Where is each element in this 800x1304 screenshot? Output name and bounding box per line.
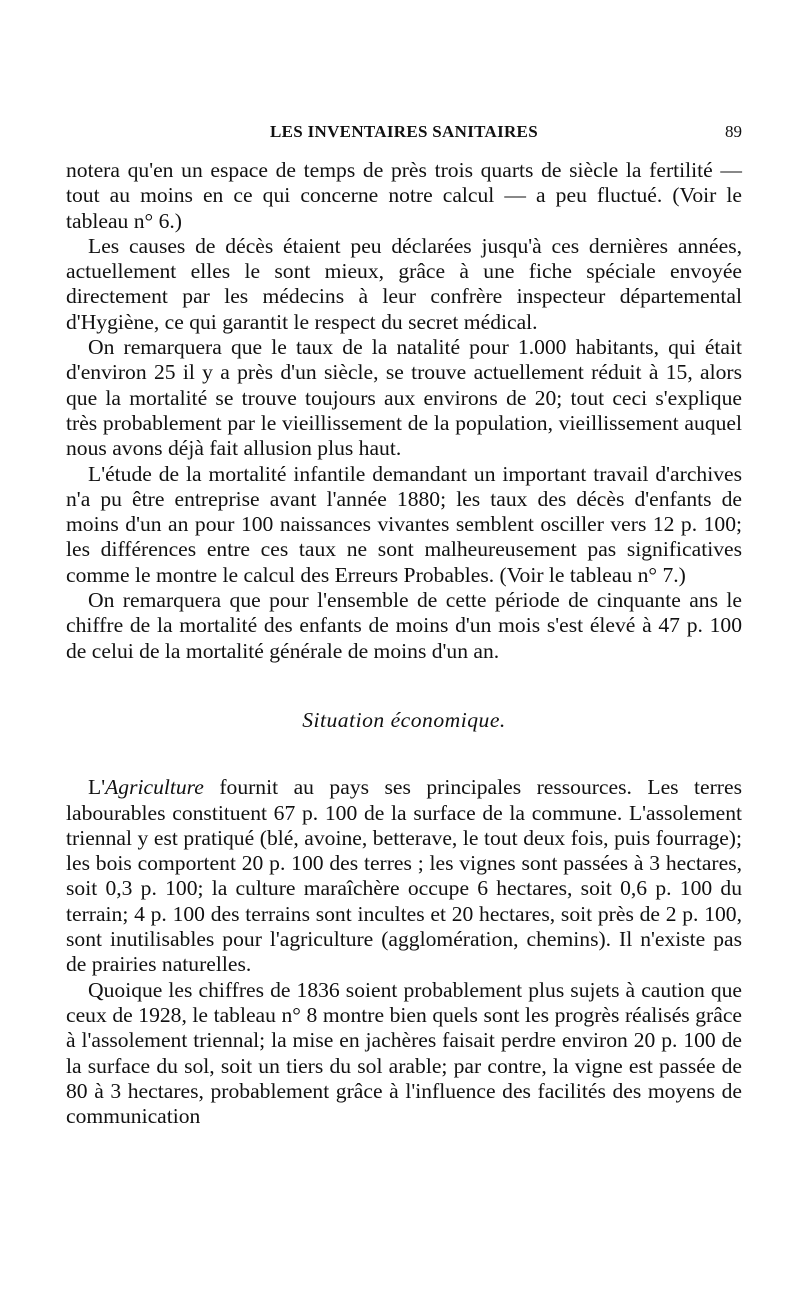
agriculture-term: Agriculture [105,775,204,800]
running-header [66,122,742,146]
paragraph-continuation: notera qu'en un espace de temps de près trois quarts de siècle la fertilité — tout au moins en ce qui concerne notre calcul — a peu fluctué. (Voir le tableau n° 6.) [66,158,742,233]
paragraph-agriculture-prefix: L' [88,775,106,800]
body-text [66,158,742,1129]
paragraph-mortalite-infantile: L'étude de la mortalité infantile demandant un important travail d'archives n'a pu être entreprise avant l'année 1880; les taux des décès d'enfants de moins d'un an pour 100 naissances vivantes semblent osciller vers 12 p. 100; les différences entre ces taux ne sont malheureusement pas significatives comme le montre le calcul des Erreurs Probables. (Voir le tableau n° 7.) [66,461,742,587]
paragraph-agriculture-text: fournit au pays ses principales ressources. Les terres labourables constituent 67 p. 100 de la surface de la commune. L'assolement triennal y est pratiqué (blé, avoine, betterave, le tout deux fois, puis fourrage); les bois comportent 20 p. 100 des terres ; les vignes sont passées à 3 hectares, soit 0,3 p. 100; la culture maraîchère occupe 6 hectares, soit 0,6 p. 100 du terrain; 4 p. 100 des terrains sont incultes et 20 hectares, soit près de 2 p. 100, sont inutilisables pour l'agriculture (agglomération, chemins). Il n'existe pas de prairies naturelles. [66,775,742,977]
page-number: 89 [725,122,742,141]
paragraph-natalite: On remarquera que le taux de la natalité pour 1.000 habitants, qui était d'environ 25 il y a près d'un siècle, se trouve actuellement réduit à 15, alors que la mortalité se trouve toujours aux environs de 20; tout ceci s'explique très probablement par le vieillissement de la population, vieillissement auquel nous avons déjà fait allusion plus haut. [66,335,742,461]
paragraph-agriculture [66,775,742,977]
paragraph-mortalite-un-mois: On remarquera que pour l'ensemble de cette période de cinquante ans le chiffre de la mortalité des enfants de moins d'un mois s'est élevé à 47 p. 100 de celui de la mortalité générale de moins d'un an. [66,588,742,663]
paragraph-chiffres-1836: Quoique les chiffres de 1836 soient probablement plus sujets à caution que ceux de 1928, le tableau n° 8 montre bien quels sont les progrès réalisés grâce à l'assolement triennal; la mise en jachères faisait perdre environ 20 p. 100 de la surface du sol, soit un tiers du sol arable; par contre, la vigne est passée de 80 à 3 hectares, probablement grâce à l'influence des facilités des moyens de communication [66,977,742,1129]
paragraph-causes-deces: Les causes de décès étaient peu déclarées jusqu'à ces dernières années, actuellement elles le sont mieux, grâce à une fiche spéciale envoyée directement par les médecins à leur confrère inspecteur départemental d'Hygiène, ce qui garantit le respect du secret médical. [66,233,742,334]
header-title: LES INVENTAIRES SANITAIRES [270,122,538,141]
section-title: Situation économique. [302,707,506,732]
